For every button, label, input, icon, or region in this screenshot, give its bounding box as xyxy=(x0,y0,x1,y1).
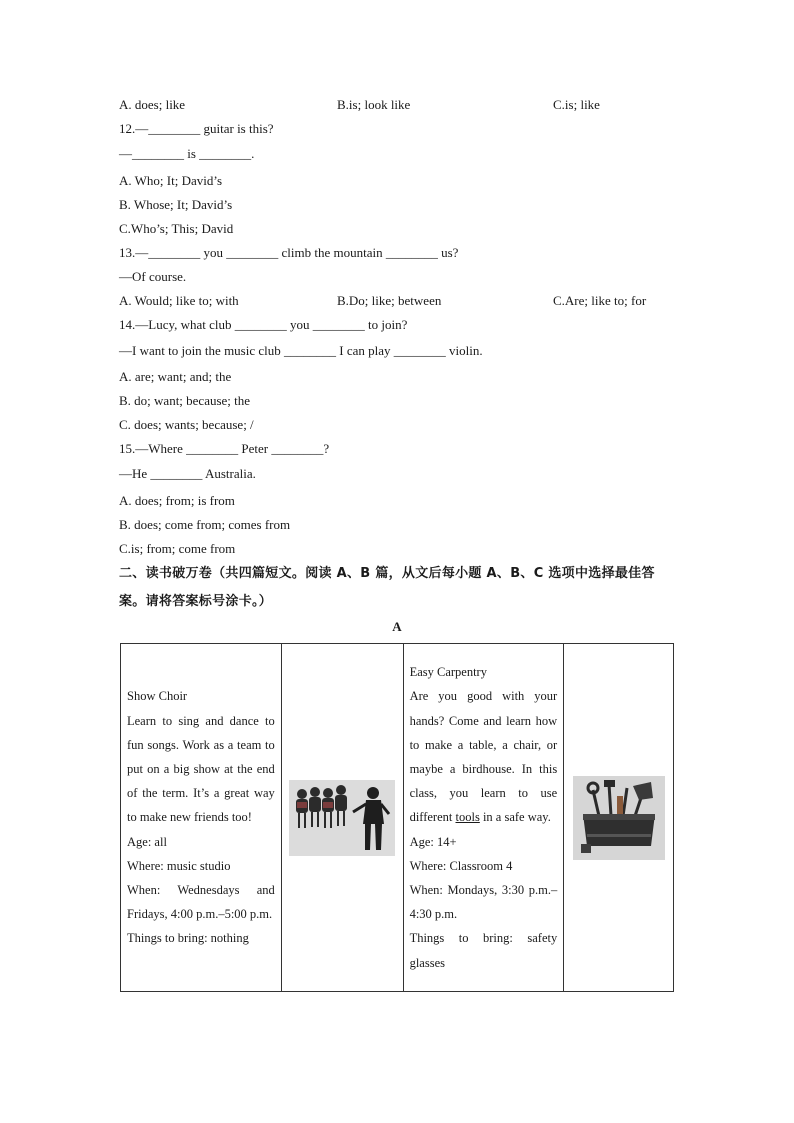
q15-option-a: A. does; from; is from xyxy=(119,493,235,508)
q15-stem: 15.—Where ________ Peter ________? xyxy=(119,441,330,456)
carpentry-age: Age: 14+ xyxy=(409,834,457,849)
section-heading-line2: 案。请将答案标号涂卡。） xyxy=(119,594,273,609)
club-ads-table xyxy=(120,643,674,992)
q13-option-a: A. Would; like to; with xyxy=(119,293,239,308)
choir-image-cell xyxy=(281,644,403,992)
q13-option-c: C.Are; like to; for xyxy=(553,293,647,308)
q13-stem: 13.—________ you ________ climb the mountain ________ us? xyxy=(119,245,459,260)
carpentry-desc-before: Are you good with your hands? Come and learn how to make a table, a chair, or maybe a birdhouse. In this class, you learn to use different xyxy=(409,689,558,825)
section-heading xyxy=(119,560,679,616)
choir-when: When: Wednesdays and Fridays, 4:00 p.m.–5:00 p.m. xyxy=(127,883,275,922)
q11-option-b: B.is; look like xyxy=(337,97,411,112)
carpentry-where: Where: Classroom 4 xyxy=(409,858,513,873)
choir-text-cell xyxy=(121,644,282,992)
carpentry-title: Easy Carpentry xyxy=(409,665,487,680)
carpentry-when: When: Mondays, 3:30 p.m.–4:30 p.m. xyxy=(409,883,558,922)
q12-stem: 12.—________ guitar is this? xyxy=(119,121,274,136)
carpentry-text-cell xyxy=(403,644,564,992)
choir-description: Learn to sing and dance to fun songs. Work as a team to put on a big show at the end of the term. It’s a great way to make new friends too! xyxy=(127,713,275,825)
q14-reply: —I want to join the music club ________ I can play ________ violin. xyxy=(119,343,483,358)
q15-option-b: B. does; come from; comes from xyxy=(119,517,291,532)
choir-bring: Things to bring: nothing xyxy=(127,931,249,946)
choir-title: Show Choir xyxy=(127,689,188,704)
q12-option-b: B. Whose; It; David’s xyxy=(119,197,233,212)
q11-option-a: A. does; like xyxy=(119,97,186,112)
q12-reply: —________ is ________. xyxy=(119,146,255,161)
q15-reply: —He ________ Australia. xyxy=(119,466,256,481)
choir-where: Where: music studio xyxy=(127,858,231,873)
q15-option-c: C.is; from; come from xyxy=(119,541,236,556)
q14-stem: 14.—Lucy, what club ________ you ________ to join? xyxy=(119,317,408,332)
q13-option-b: B.Do; like; between xyxy=(337,293,442,308)
carpentry-description xyxy=(410,684,558,829)
passage-label: A xyxy=(392,619,402,634)
section-heading-line1: 二、读书破万卷（共四篇短文。阅读 A、B 篇，从文后每小题 A、B、C 选项中选择最佳答 xyxy=(119,566,655,581)
carpentry-tools-word: tools xyxy=(455,810,480,825)
carpentry-bring: Things to bring: safety glasses xyxy=(409,931,558,970)
choir-image xyxy=(289,780,395,856)
q12-option-c: C.Who’s; This; David xyxy=(119,221,234,236)
carpentry-desc-after: in a safe way. xyxy=(479,810,551,825)
choir-age: Age: all xyxy=(127,834,167,849)
toolbox-image-cell xyxy=(564,644,674,992)
q11-option-c: C.is; like xyxy=(553,97,600,112)
q14-option-a: A. are; want; and; the xyxy=(119,369,232,384)
toolbox-image xyxy=(573,776,665,860)
q13-reply: —Of course. xyxy=(119,269,187,284)
q14-option-c: C. does; wants; because; / xyxy=(119,417,254,432)
q12-option-a: A. Who; It; David’s xyxy=(119,173,223,188)
q14-option-b: B. do; want; because; the xyxy=(119,393,251,408)
